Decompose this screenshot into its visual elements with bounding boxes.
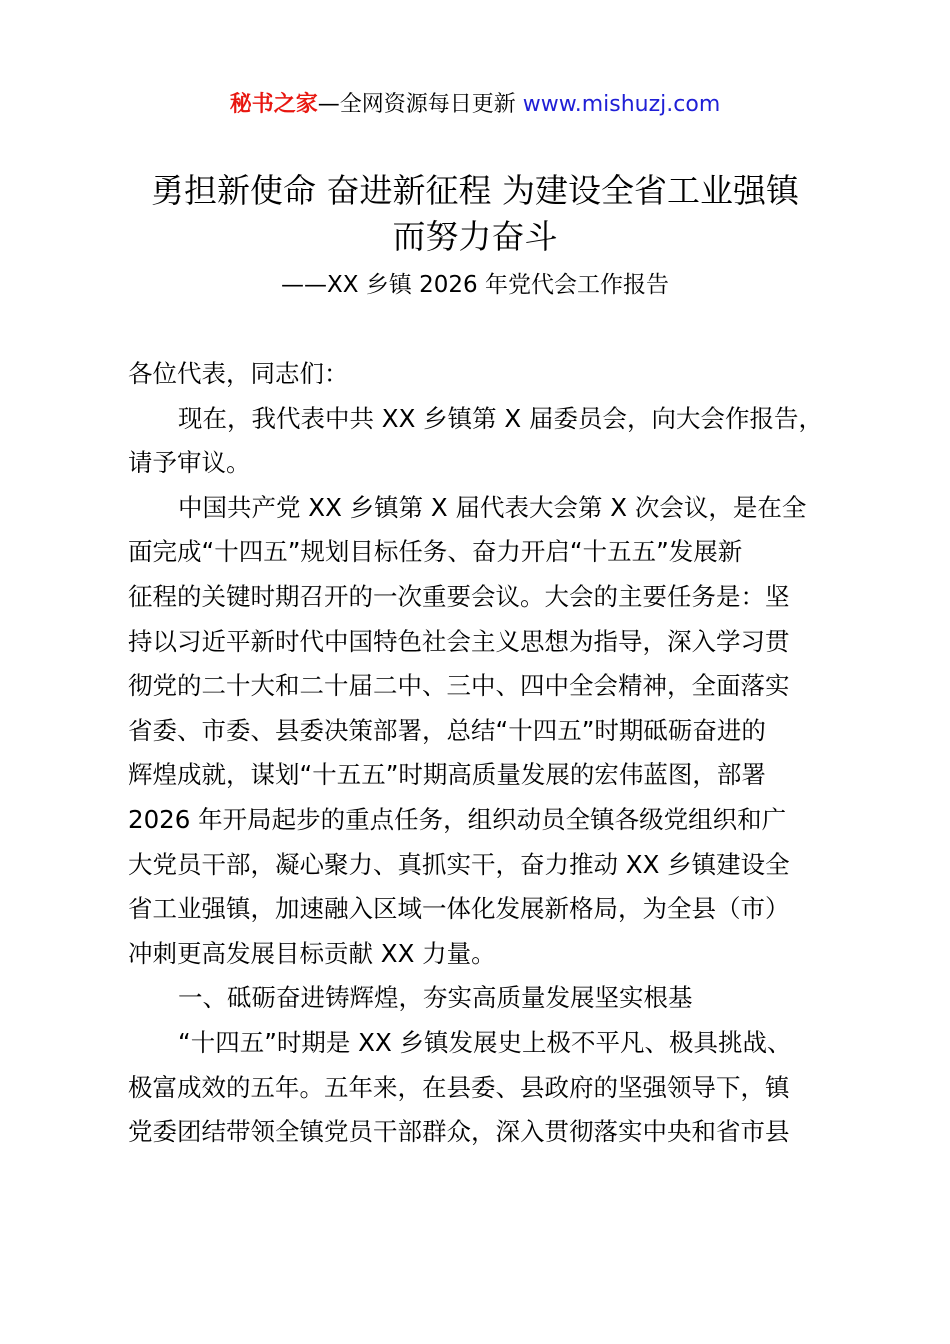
- body-line: 面完成“十四五”规划目标任务、奋力开启“十五五”发展新: [128, 537, 743, 566]
- section-heading: 一、砥砺奋进铸辉煌，夯实高质量发展坚实根基: [178, 983, 693, 1012]
- body-line: 极富成效的五年。五年来，在县委、县政府的坚强领导下，镇: [128, 1073, 790, 1102]
- body-line: 省委、市委、县委决策部署，总结“十四五”时期砥砺奋进的: [128, 716, 766, 745]
- site-header: [0, 88, 950, 122]
- site-tagline: —全网资源每日更新: [317, 92, 523, 117]
- body-line: “十四五”时期是 XX 乡镇发展史上极不平凡、极具挑战、: [178, 1028, 792, 1057]
- body-line: 省工业强镇，加速融入区域一体化发展新格局，为全县（市）: [128, 894, 790, 923]
- document-title-line-1: 勇担新使命 奋进新征程 为建设全省工业强镇: [151, 171, 799, 210]
- body-line: 彻党的二十大和二十届二中、三中、四中全会精神，全面落实: [128, 671, 790, 700]
- document-title-line-2: 而努力奋斗: [392, 217, 558, 256]
- site-url-link[interactable]: www.mishuzj.com: [522, 92, 721, 117]
- body-line: 党委团结带领全镇党员干部群众，深入贯彻落实中央和省市县: [128, 1117, 790, 1146]
- site-brand: 秘书之家: [229, 92, 318, 117]
- body-line: 持以习近平新时代中国特色社会主义思想为指导，深入学习贯: [128, 627, 790, 656]
- body-line: 2026 年开局起步的重点任务，组织动员全镇各级党组织和广: [128, 805, 787, 834]
- body-line: 辉煌成就，谋划“十五五”时期高质量发展的宏伟蓝图，部署: [128, 760, 766, 789]
- body-line: 请予审议。: [128, 448, 251, 477]
- body-line: 现在，我代表中共 XX 乡镇第 X 届委员会，向大会作报告，: [178, 404, 824, 433]
- body-line: 征程的关键时期召开的一次重要会议。大会的主要任务是：坚: [128, 582, 790, 611]
- document-subtitle: ——XX 乡镇 2026 年党代会工作报告: [281, 272, 669, 298]
- salutation: 各位代表，同志们：: [128, 359, 349, 388]
- body-line: 冲刺更高发展目标贡献 XX 力量。: [128, 939, 496, 968]
- body-line: 大党员干部，凝心聚力、真抓实干，奋力推动 XX 乡镇建设全: [128, 850, 790, 879]
- body-line: 中国共产党 XX 乡镇第 X 届代表大会第 X 次会议，是在全: [178, 493, 807, 522]
